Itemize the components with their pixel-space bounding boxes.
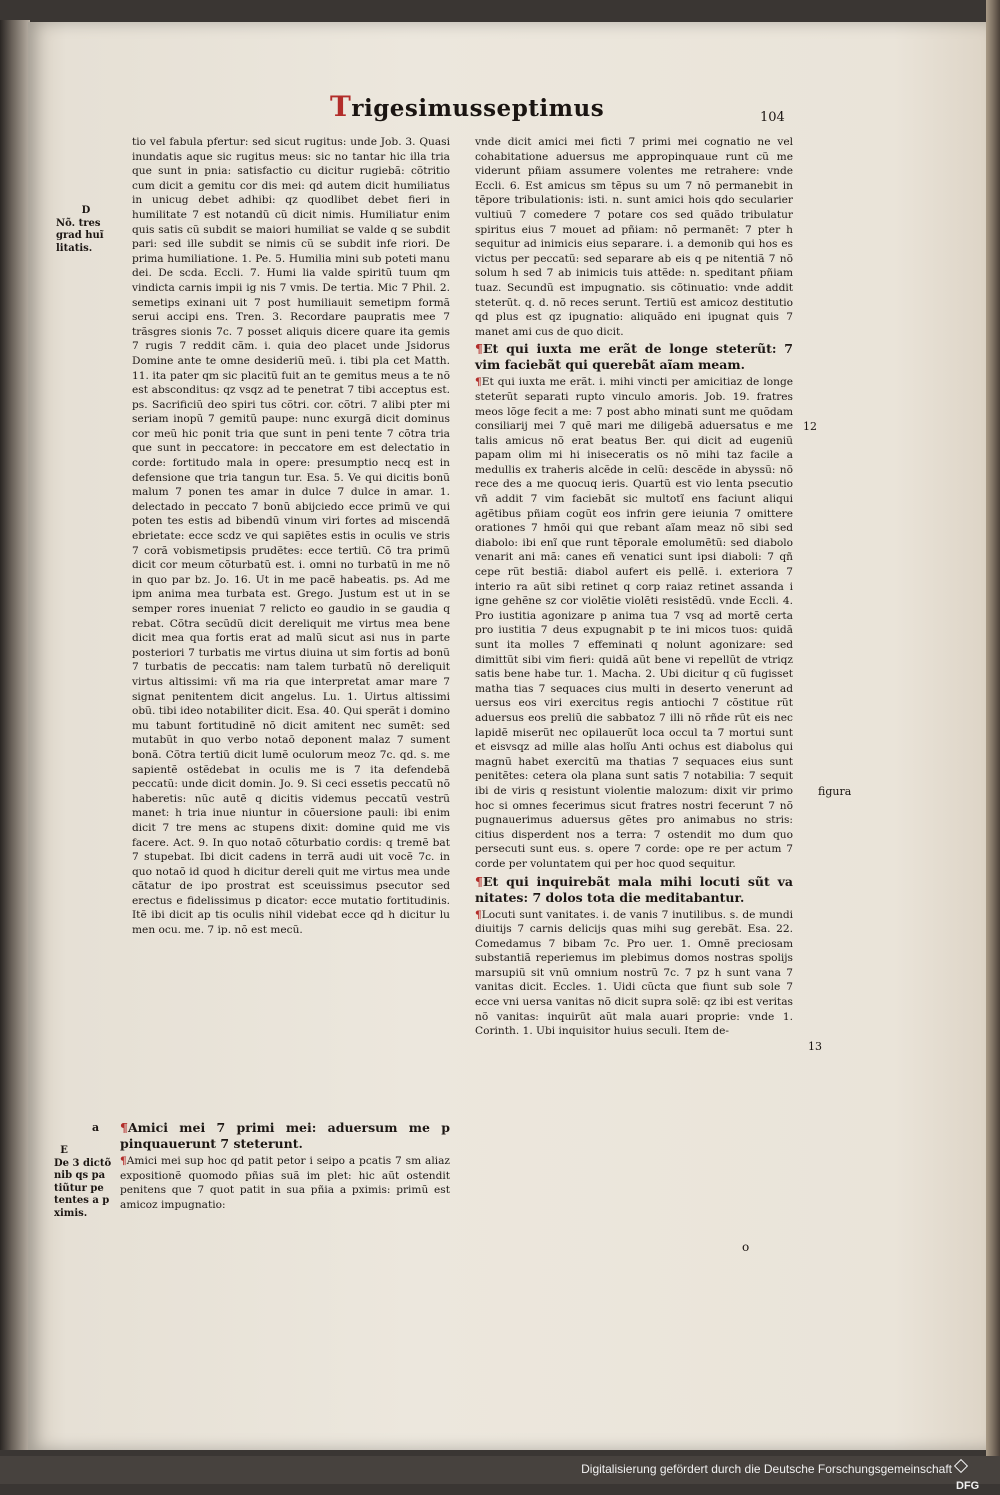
right-text-column	[475, 135, 793, 1255]
left-column-paragraph: tio vel fabula pfertur: sed sicut rugitus: unde Job. 3. Quasi inundatis aque sic rugitus meus: sic no tantar hic illa tria que sunt in pnia: satisfactio cu dicitur rugiebã: cõtritio cum dicit a gemitu cor dis mei: qd autem dicit humiliatus in unicug debet adhibi: qz quodlibet debet fieri in humilitate 7 est notandũ cũ dicit nimis. Humiliatur enim quis satis cũ subdit se maiori humiliat se valde q se subdit pari: sed ille subdit se nimis cũ se subdit infe riori. De prima humiliatione. 1. Pe. 5. Humilia mini sub poteti manu dei. De scda. Eccli. 7. Humi lia valde spiritũ tuum qm vindicta carnis impii ig nis 7 vmis. De tertia. Mic 7 Phil. 2. semetips exinani uit 7 post humiliauit semetipm formã serui accipi ens. Tren. 3. Recordare paupratis mee 7 trãsgres sionis 7c. 7 posset aliquis dicere quare ita gemis 7 rugis 7 reddit cãm. i. quia deo placet unde Jsidorus Domine ante te omne desideriũ meũ. i. tibi pla cet Matth. 11. ita pater qm sic placitũ fuit an te gemitus meus a te nõ est absconditus: qz vsqz ad te penetrat 7 tibi acceptus est. ps. Sacrificiũ deo spiri tus cõtri. cor. cõtri. 7 alibi pter mi seriam inopũ 7 gemitũ paupe: nunc exurgã dicit dominus cor meũ hic ponit tria que sunt in peni tente 7 cõtra tria que sunt in peccatore: in peccatore em est delectatio in corde: fortitudo mala in opere: presumptio necq est in defensione que tria tangun tur. Esa. 5. Ve qui dicitis bonũ malum 7 ponen tes amar in dulce 7 dulce in amar. 1. delectado in peccato 7 bonũ abijciedo ecce primũ ve qui poten tes estis ad bibendũ vinum viri fortes ad miscendã ebrietate: ecce scdz ve qui sapiẽtes estis in oculis ve stris 7 corã vobismetipsis prudẽtes: ecce tertiũ. Cõ tra primũ dicit cor meum cõturbatũ est. i. omni no turbatũ in me nõ in quo par bz. Jo. 16. Ut in me pacẽ habeatis. ps. Ad me ipm anima mea turbata est. Grego. Justum est ut in se semper rores inueniat 7 relicto eo gaudio in se gaudia q rebat. Cõtra secũdũ dicit dereliquit me virtus mea bene dicit mea qua fortis erat ad malũ sicut asi nus in parte posteriori 7 turbatis me virtus diuina ut sim fortis ad bonũ 7 turbatis de peccatis: nam talem turbatũ nõ dereliquit virtus altissimi: vñ ma ria que interpretat amar mare 7 signat penitentem dicit angelus. Lu. 1. Uirtus altissimi obũ. tibi ideo notabiliter dicit. Esa. 40. Qui sperãt i domino mu tabunt fortitudinẽ nõ dicit amitent nec sumẽt: sed mutabũt in quo verbo notaõ deponent malaz 7 sument bonã. Cõtra tertiũ dicit lumẽ oculorum meoz 7c. qd. s. me sapientẽ ostẽdebat in oculis me is 7 ita defendebã peccatũ: unde dicit domin. Jo. 9. Si ceci essetis peccatũ nõ haberetis: nũc autẽ q dicitis videmus peccatũ vestrũ manet: h tria inue niuntur in cõuersione pauli: ibi enim dicit 7 tre mens ac stupens dixit: domine quid me vis facere. Act. 9. In quo notaõ cõturbatio cordis: q tremẽ bat 7 stupebat. Ibi dicit cadens in terrã audi uit vocẽ 7c. in quo notaõ id quod h dicitur dereli quit me virtus mea unde cãtatur de ipo prostrat est sceuissimus psecutor sed erectus e fidelissimus p dicator: ecce mutatio fortitudinis. Itẽ ibi dicit ap tis oculis nihil videbat ecce qd h dicitur lu men ocu. me. 7 ip. nõ est mecũ.	[132, 136, 450, 937]
pilcrow-icon: ¶	[475, 873, 483, 889]
dfg-logo	[956, 1461, 992, 1492]
commentary-paragraph	[120, 1154, 450, 1212]
lemma-text: Et qui inquirebãt mala mihi locuti sũt va nitates: 7 dolos tota die meditabantur.	[475, 873, 793, 905]
left-text-column	[132, 135, 450, 1135]
lemma-text: Amici mei 7 primi mei: aduersum me p pinquauerunt 7 steterunt.	[120, 1120, 450, 1151]
pilcrow-icon: ¶	[475, 376, 482, 389]
pilcrow-icon: ¶	[475, 341, 483, 357]
pilcrow-icon: ¶	[120, 1120, 128, 1135]
left-column-bottom	[120, 1118, 450, 1248]
running-title-initial: T	[330, 90, 352, 123]
paragraph-text: Et qui iuxta me erãt. i. mihi vincti per amicitiaz de longe steterũt separati rupto vinculo amoris. Job. 19. fratres meos lõge fecit a me: 7 post abho minati sunt me quõdam consiliarij mei 7 quẽ mari me diligebã aduersatus e me talis amicus nõ erat beatus Ber. qui dicit ad eugeniũ papam olim mi hi iniseceratis os nõ mihi taz facile a medullis ex traheris alcẽde in celũ: descẽde in abyssũ: nõ rece des a me quocuq ieris. Quartũ est vio lenta psecutio vñ addit 7 vim faciebãt sic multotĩ ens faciunt aliqui agẽtibus pñiam cogũt eos infrin gere ieiunia 7 omittere orationes 7 hmõi qui que rebant aĩam meaz nõ sibi sed diabolo: ibi enĩ que runt tẽporale emolumẽtũ: sed diabolo venarit ani mã: canes eñ venatici sunt ipsi diaboli: 7 qñ cepe rũt bestiã: diabol aufert eis pellẽ. i. exteriora 7 interio ra aũt sibi retinet q corp raiaz retinet assanda i igne gehẽne sz cor violẽtie violẽti resistẽdũ. vnde Eccli. 4. Pro iustitia agonizare p anima tua 7 vsq ad mortẽ certa pro iustitia 7 deus expugnabit p te ini micos tuos: quidã sunt ita molles 7 effeminati q nolunt agonizare: sed dimittũt sibi vim fieri: quidã aũt bene vi repellũt de vtriqz satis bene habe tur. 1. Macha. 2. Ubi dicitur q cũ fugisset matha tias 7 sequaces cius multi in deserto venerunt ad uersus eos viri exercitus regis antiochi 7 cõstitue rũt aduersus eos preliũ die sabbatoz 7 illi nõ rñde rũt eis nec lapidẽ miserũt nec opilauerũt loca occul ta 7 mortui sunt et eisvsqz ad mille alas holĩu Anti ochus est diabolus qui magnũ habet exercitũ ma thatias 7 sequaces eius sunt penitẽtes: cetera ola plana sunt satis 7 notabilia: 7 sequit ibi de viris q resistunt violentie malozum: dixit vir primo hoc si omnes fecerimus sicut fratres nostri fecerunt 7 nõ pugnauerimus aduersus gẽtes pro animabus no stris: citius disperdent nos a terra: 7 ostendit mo dum quo persecuti sunt eus. s. opere 7 corde: ope re per actum 7 corde per voluntatem qui per hoc quod sequitur.	[475, 376, 793, 870]
margin-note-text: Nõ. tres grad huĩ litatis.	[56, 217, 104, 254]
margin-letter-d: D	[81, 205, 91, 216]
lemma-text: Et qui iuxta me erãt de longe steterũt: 7 vim faciebãt qui querebãt aĩam meam.	[475, 341, 793, 373]
commentary-text: Amici mei sup hoc qd patit petor i seipo a pcatis 7 sm aliaz expositionẽ quomodo pñias suã im plet: hic aũt ostendit penitens que 7 quot patit in sua pñia a pximis: primũ est amicoz impugnatio:	[120, 1155, 450, 1211]
footer-bar	[0, 1456, 1000, 1492]
footer-credit: Digitalisierung gefördert durch die Deutsche Forschungsgemeinschaft	[581, 1462, 952, 1476]
lemma-et-qui-inquirebant	[475, 874, 793, 906]
right-column-paragraph	[475, 375, 793, 871]
left-lower-margin-note	[54, 1145, 126, 1220]
right-margin-number-12: 12	[803, 420, 817, 433]
margin-note-text-lower: De 3 dictõ nib qs pa tiũtur pe tentes a p ximis.	[54, 1157, 112, 1219]
facing-page-edge	[0, 20, 30, 1450]
margin-letter-a: a	[92, 1121, 100, 1134]
left-margin-note	[56, 205, 126, 255]
right-column-paragraph	[475, 908, 793, 1039]
page-stack-edge	[986, 0, 1000, 1484]
signature-mark: o	[742, 1240, 750, 1254]
margin-letter-e: E	[60, 1145, 68, 1156]
running-title-rest: rigesimusseptimus	[351, 95, 605, 122]
lemma-et-qui-iuxta	[475, 341, 793, 373]
pilcrow-icon: ¶	[120, 1155, 127, 1167]
running-title	[330, 90, 604, 123]
lemma-amici-mei	[120, 1120, 450, 1152]
dfg-logo-label: DFG	[956, 1480, 980, 1492]
right-column-paragraph: vnde dicit amici mei ficti 7 primi mei cognatio ne vel cohabitatione aduersus me appropinquaue runt cũ me viderunt pñiam assumere volentes me retrahere: vnde Eccli. 6. Est amicus sm tẽpus su um 7 nõ permanebit in tẽpore tribulationis: isti. n. sunt amici hois qdo secularier vultiuũ 7 comedere 7 potare cos sed quãdo tribulatur spiritus eius 7 mouet ad pñiam: nõ permanẽt: 7 pter h sequitur ad inimicis eius separare. i. a demonib qui hos es victus per peccatũ: sed separare ab eis q pe nitentiã 7 nõ solum h sed 7 ab inimicis tuis attẽde: n. speditant pñiam tuaz. Secundũ est impugnatio. sis cõtinuatio: vnde addit steterũt. q. d. nõ reces serunt. Tertiũ est amicoz destitutio qd plus est qz ipugnatio: aliquãdo eni ipugnat quis 7 manet ami cus de quo dicit.	[475, 136, 793, 338]
dfg-diamond-icon	[954, 1459, 968, 1473]
folio-number: 104	[760, 110, 785, 125]
right-margin-number-13: 13	[808, 1040, 822, 1053]
pilcrow-icon: ¶	[475, 908, 482, 921]
paragraph-text: Locuti sunt vanitates. i. de vanis 7 inutilibus. s. de mundi diuitijs 7 carnis delicijs quas mihi sug gerebãt. Esa. 22. Comedamus 7 bibam 7c. Pro uer. 1. Omnẽ preciosam substantiã reperiemus im plebimus domos nostras spolijs marsupiũ sit vnũ omnium nostrũ 7c. 7 pz h sunt vana 7 vanitas dicit. Eccles. 1. Uidi cũcta que fiunt sub sole 7 ecce vni uersa vanitas nõ dicit supra solẽ: qz ibi est veritas nõ vanitas: inquirũt aũt mala auari proprie: vnde 1. Corinth. 1. Ubi inquisitor huius seculi. Item de-	[475, 908, 793, 1038]
right-margin-figura: figura	[818, 785, 852, 798]
